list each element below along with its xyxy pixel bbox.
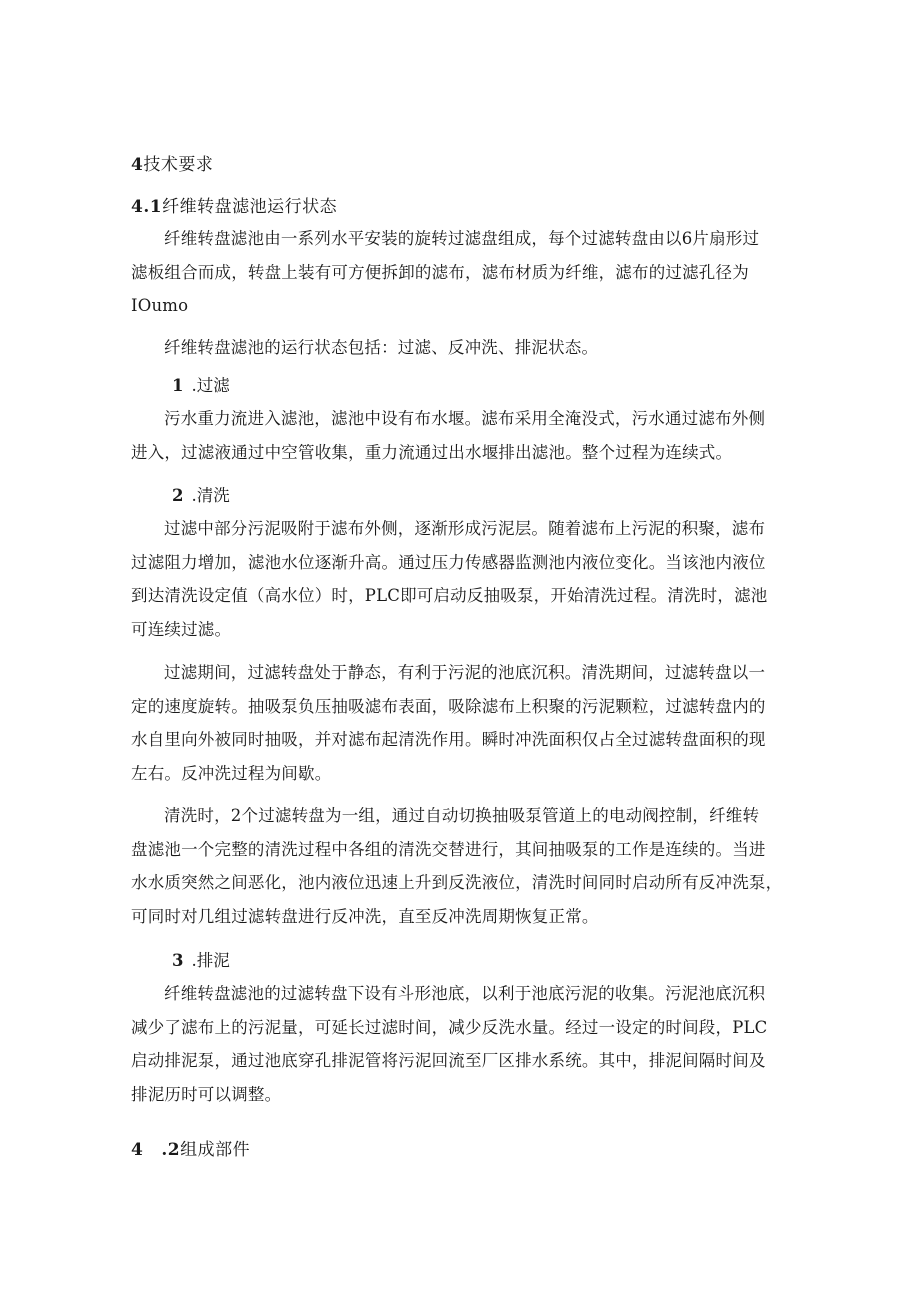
section-title: 纤维转盘滤池运行状态 [162, 197, 338, 217]
section-title: 技术要求 [143, 155, 214, 175]
section-number: 4 [131, 155, 144, 175]
text-line: 排泥历时可以调整。 [131, 1084, 282, 1104]
text-line: 左右。反冲洗过程为间歇。 [131, 763, 332, 783]
text-line: 定的速度旋转。抽吸泵负压抽吸滤布表面，吸除滤布上积聚的污泥颗粒，过滤转盘内的 [131, 696, 766, 716]
text-line: 可连续过滤。 [131, 619, 232, 639]
section-number: 4.1 [131, 197, 163, 217]
paragraph-cleaning-1 [131, 512, 791, 646]
section-number: 4 [131, 1140, 144, 1160]
item-title: .过滤 [191, 376, 230, 395]
text-line: 滤板组合而成，转盘上装有可方便拆卸的滤布，滤布材质为纤维，滤布的过滤孔径为 [131, 262, 749, 282]
item-1-heading [172, 372, 230, 396]
item-title: .清洗 [191, 486, 230, 505]
item-number: 2 [172, 486, 184, 505]
text-line: 水水质突然之间恶化，池内液位迅速上升到反洗液位，清洗时间同时启动所有反冲洗泵， [131, 873, 783, 892]
text-line: 水自里向外被同时抽吸，并对滤布起清洗作用。瞬时冲洗面积仅占全过滤转盘面积的现 [131, 730, 766, 749]
item-3-heading [172, 947, 230, 971]
section-4-2-heading [131, 1135, 250, 1160]
text-line: 启动排泥泵，通过池底穿孔排泥管将污泥回流至厂区排水系统。其中，排泥间隔时间及 [131, 1051, 766, 1070]
text-line: 污水重力流进入滤池，滤池中设有布水堰。滤布采用全淹没式，污水通过滤布外侧 [164, 409, 766, 428]
text-line: 过滤中部分污泥吸附于滤布外侧，逐渐形成污泥层。随着滤布上污泥的积聚，滤布 [164, 519, 766, 538]
text-line: 减少了滤布上的污泥量，可延长过滤时间，减少反洗水量。经过一设定的时间段，PLC [131, 1017, 768, 1037]
section-title: 组成部件 [180, 1140, 251, 1160]
item-2-heading [172, 482, 230, 506]
text-line: 可同时对几组过滤转盘进行反冲洗，直至反冲洗周期恢复正常。 [131, 906, 599, 926]
text-line: 纤维转盘滤池由一系列水平安装的旋转过滤盘组成，每个过滤转盘由以6片扇形过 [164, 229, 760, 248]
text-line: 盘滤池一个完整的清洗过程中各组的清洗交替进行，其间抽吸泵的工作是连续的。当进 [131, 839, 766, 859]
paragraph-filtration [131, 402, 791, 469]
text-line: 进入，过滤液通过中空管收集，重力流通过出水堰排出滤池。整个过程为连续式。 [131, 442, 733, 462]
item-number: 1 [172, 376, 184, 395]
text-line: 清洗时，2个过滤转盘为一组，通过自动切换抽吸泵管道上的电动阀控制，纤维转 [164, 806, 760, 825]
paragraph-intro [131, 222, 791, 323]
text-line: 纤维转盘滤池的过滤转盘下设有斗形池底，以利于池底污泥的收集。污泥池底沉积 [164, 984, 766, 1003]
paragraph-sludge [131, 977, 791, 1111]
paragraph-cleaning-3 [131, 799, 791, 933]
item-title: .排泥 [191, 951, 230, 970]
item-number: 3 [172, 951, 184, 970]
text-line: IOumo [131, 296, 189, 315]
paragraph-cleaning-2 [131, 656, 791, 790]
text-line: 纤维转盘滤池的运行状态包括：过滤、反冲洗、排泥状态。 [164, 338, 599, 357]
section-4-heading [131, 150, 213, 175]
section-number-suffix: .2 [161, 1140, 181, 1160]
text-line: 过滤期间，过滤转盘处于静态，有利于污泥的池底沉积。清洗期间，过滤转盘以一 [164, 663, 766, 682]
paragraph-states [131, 331, 791, 365]
text-line: 过滤阻力增加，滤池水位逐渐升高。通过压力传感器监测池内液位变化。当该池内液位 [131, 552, 766, 572]
section-4-1-heading [131, 192, 337, 217]
text-line: 到达清洗设定值（高水位）时，PLC即可启动反抽吸泵，开始清洗过程。清洗时，滤池 [131, 586, 768, 605]
